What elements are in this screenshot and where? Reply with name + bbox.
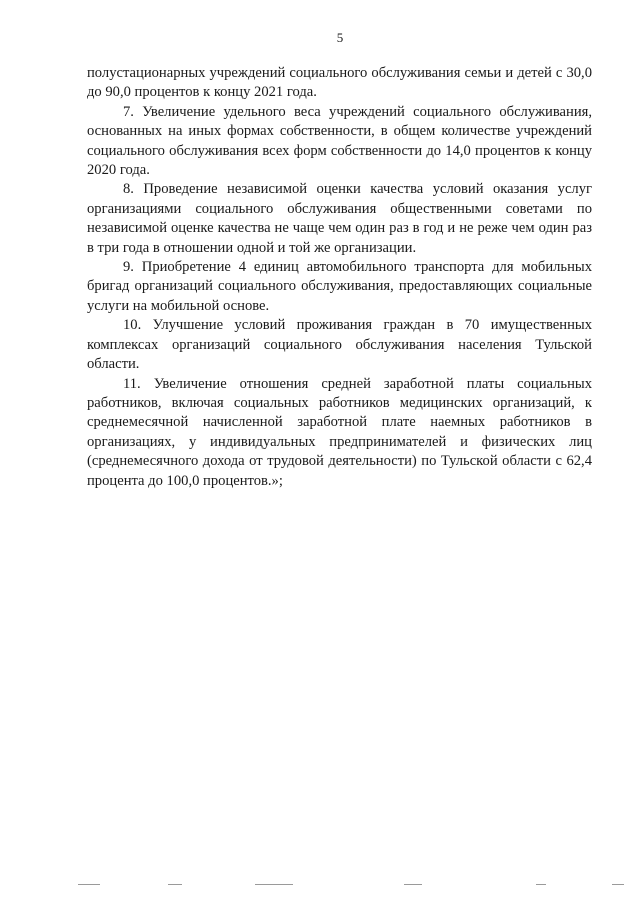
paragraph-item-9: 9. Приобретение 4 единиц автомобильного транспорта для мобильных бригад организаций социального обслуживания, предоставляющих социальные услуги на мобильной основе. <box>87 259 592 314</box>
document-body <box>87 64 592 491</box>
scan-artifact <box>255 884 293 885</box>
scan-artifact <box>404 884 422 885</box>
scan-artifact <box>536 884 546 885</box>
paragraph-item-10: 10. Улучшение условий проживания граждан в 70 имущественных комплексах организаций социального обслуживания населения Тульской области. <box>87 317 592 373</box>
scan-artifact <box>78 884 100 885</box>
scan-artifact <box>612 884 624 885</box>
paragraph-item-11: 11. Увеличение отношения средней заработной платы социальных работников, включая социальных работников медицинских организаций, к среднемесячной начисленной заработной плате наемных работников в организациях, у индивидуальных предпринимателей и физических лиц (среднемесячного дохода от трудовой деятельности) по Тульской области с 62,4 процента до 100,0 процентов.»; <box>87 375 592 489</box>
page-number: 5 <box>336 30 344 45</box>
paragraph-continuation: полустационарных учреждений социального обслуживания семьи и детей с 30,0 до 90,0 процентов к концу 2021 года. <box>87 65 592 101</box>
paragraph-item-8: 8. Проведение независимой оценки качества условий оказания услуг организациями социального обслуживания общественными советами по независимой оценке качества не чаще чем один раз в год и не реже чем один раз в три года в отношении одной и той же организации. <box>87 181 592 256</box>
scan-artifact <box>168 884 182 885</box>
paragraph-item-7: 7. Увеличение удельного веса учреждений социального обслуживания, основанных на иных формах собственности, в общем количестве учреждений социального обслуживания всех форм собственности до 14,0 процентов к концу 2020 года. <box>87 103 592 179</box>
